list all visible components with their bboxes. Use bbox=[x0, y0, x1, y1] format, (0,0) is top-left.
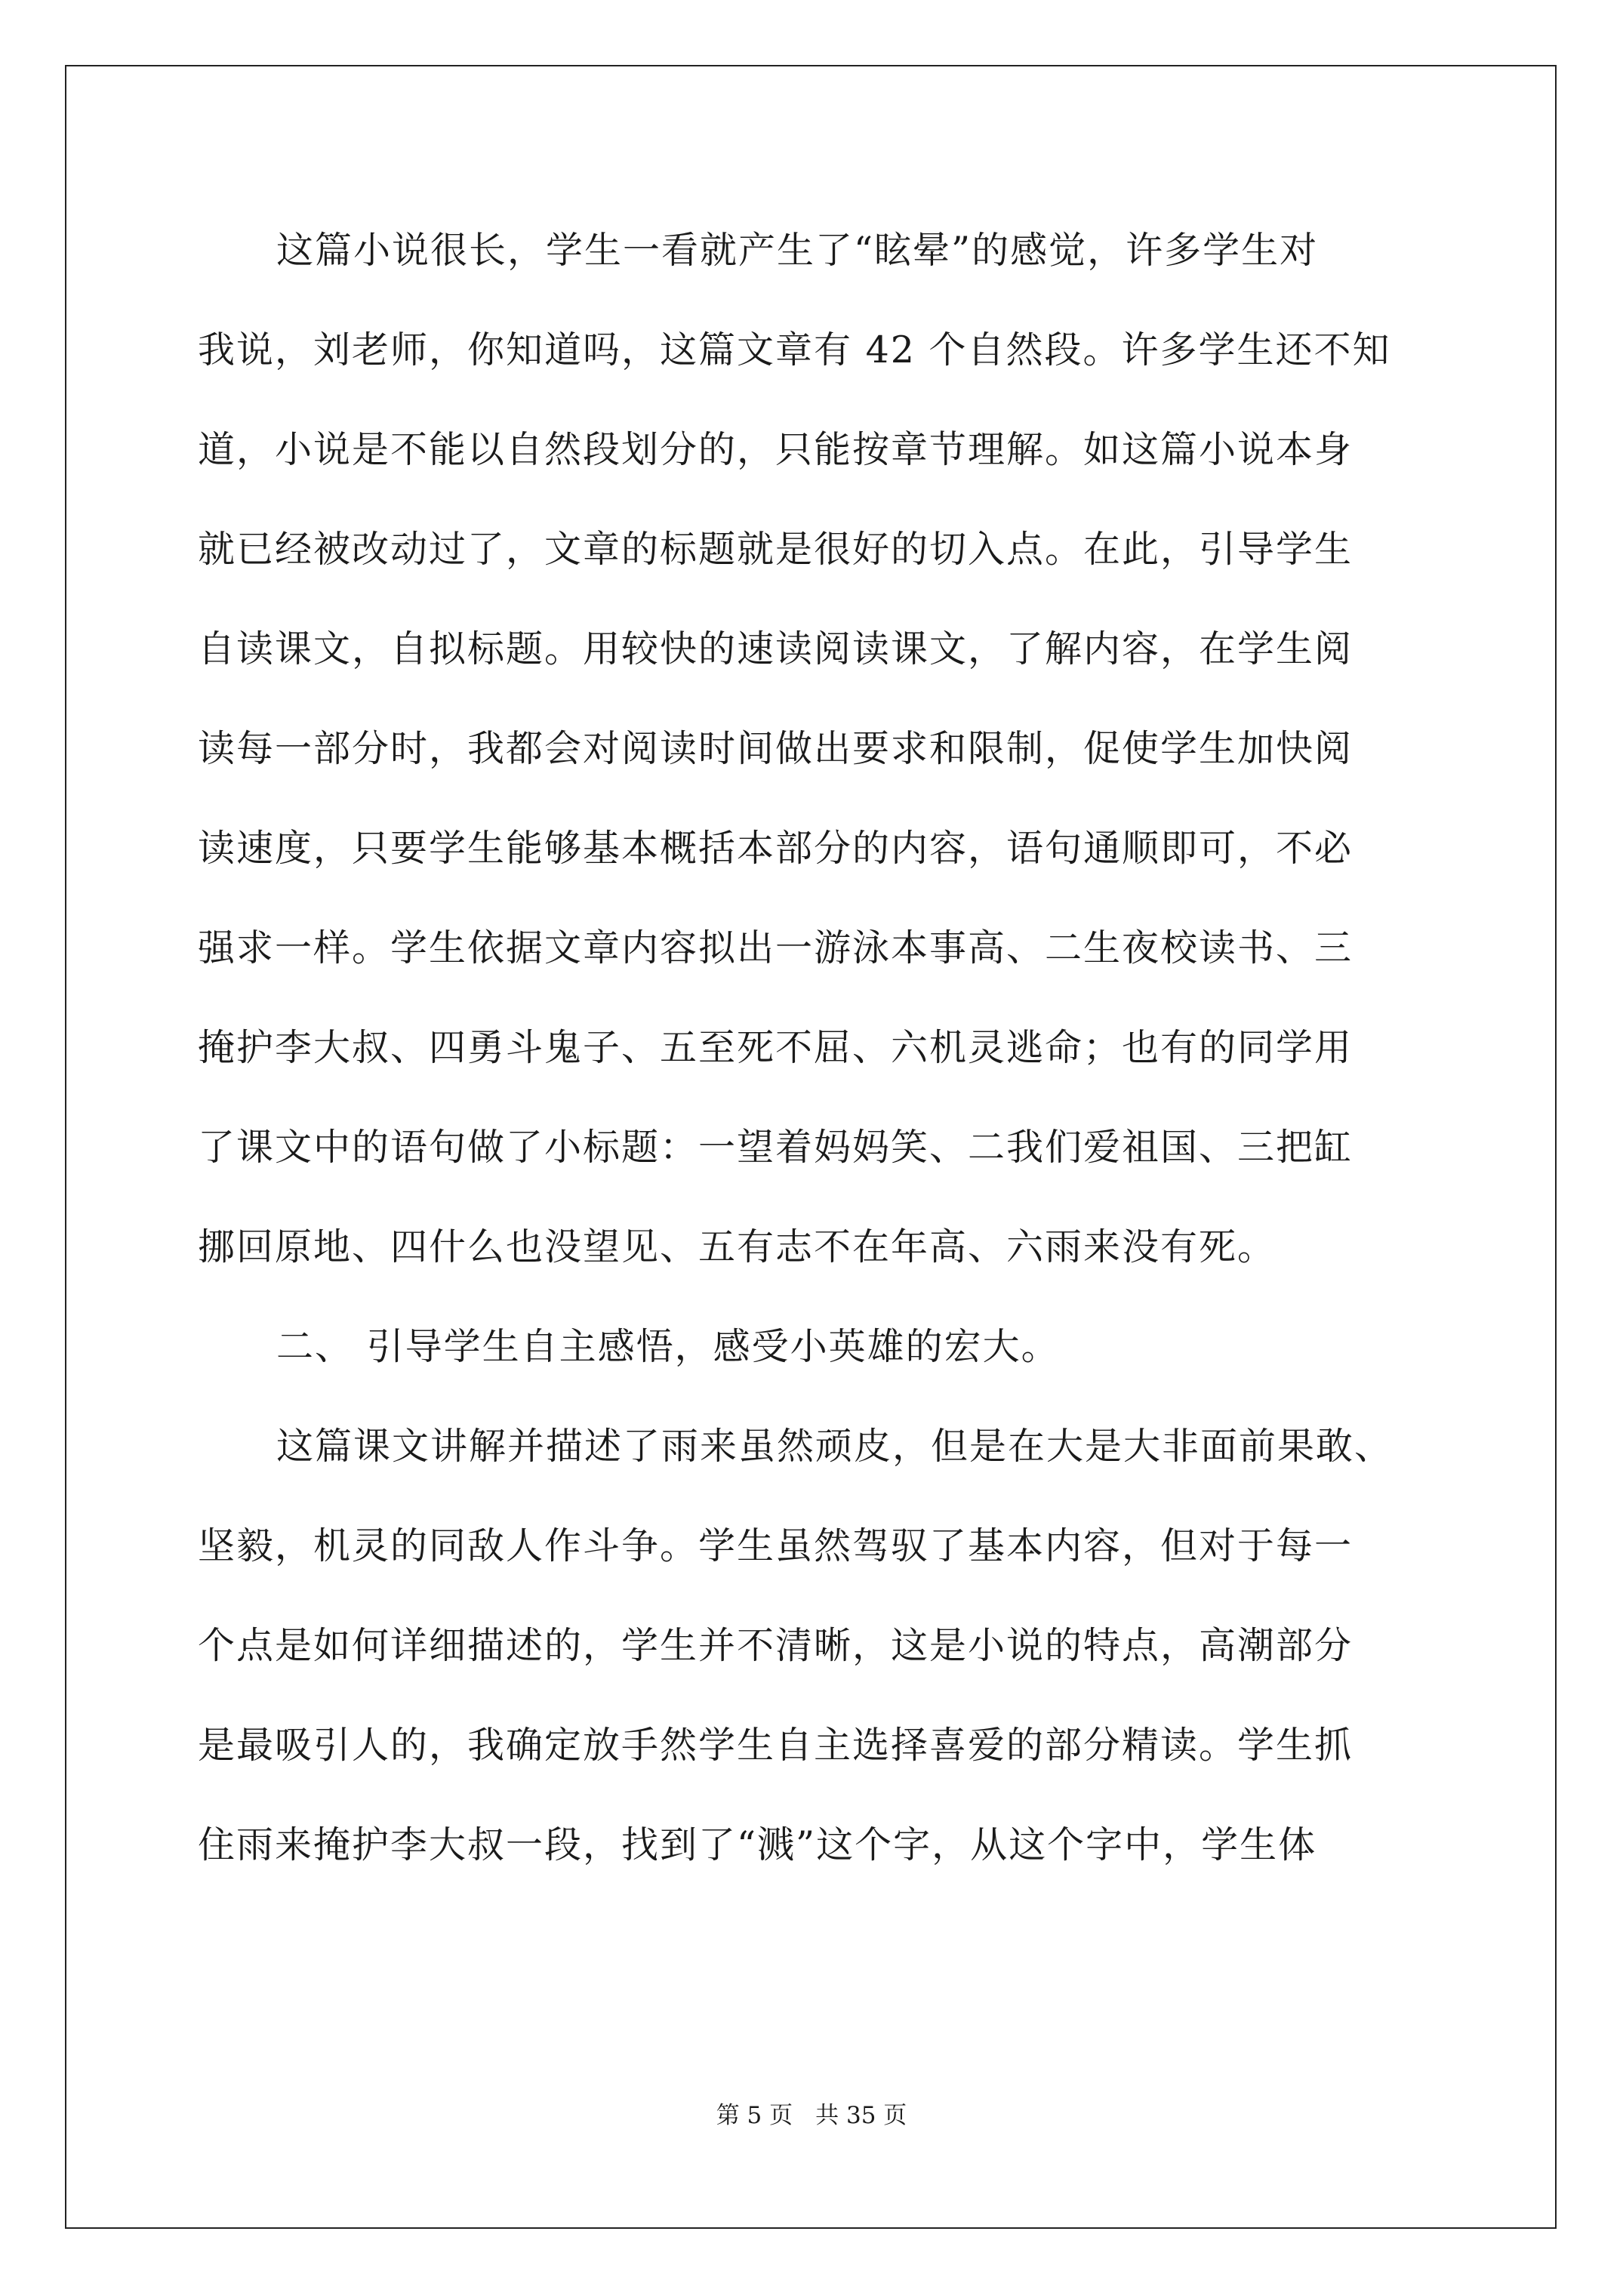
text-line: 挪回原地、四什么也没望见、五有志不在年高、六雨来没有死。 bbox=[198, 1225, 1277, 1268]
text-line: 掩护李大叔、四勇斗鬼子、五至死不屈、六机灵逃命；也有的同学用 bbox=[198, 1026, 1354, 1069]
text-line: 坚毅，机灵的同敌人作斗争。学生虽然驾驭了基本内容，但对于每一 bbox=[198, 1524, 1354, 1567]
text-line: 强求一样。学生依据文章内容拟出一游泳本事高、二生夜校读书、三 bbox=[198, 926, 1354, 969]
text-line: 道，小说是不能以自然段划分的，只能按章节理解。如这篇小说本身 bbox=[198, 428, 1354, 471]
text-line: 个点是如何详细描述的，学生并不清晰，这是小说的特点，高潮部分 bbox=[198, 1624, 1354, 1667]
page-total: 共 35 页 bbox=[815, 2102, 907, 2129]
text-line: 我说，刘老师，你知道吗，这篇文章有 42 个自然段。许多学生还不知 bbox=[198, 328, 1391, 371]
text-line: 是最吸引人的，我确定放手然学生自主选择喜爱的部分精读。学生抓 bbox=[198, 1724, 1354, 1767]
text-line: 这篇小说很长，学生一看就产生了“眩晕”的感觉，许多学生对 bbox=[276, 229, 1319, 272]
text-line: 住雨来掩护李大叔一段，找到了“溅”这个字，从这个字中，学生体 bbox=[198, 1823, 1317, 1866]
text-line: 自读课文，自拟标题。用较快的速读阅读课文，了解内容，在学生阅 bbox=[198, 627, 1354, 670]
text-line: 二、 引导学生自主感悟，感受小英雄的宏大。 bbox=[276, 1325, 1060, 1368]
text-line: 读每一部分时，我都会对阅读时间做出要求和限制，促使学生加快阅 bbox=[198, 727, 1354, 770]
text-line: 就已经被改动过了，文章的标题就是很好的切入点。在此，引导学生 bbox=[198, 528, 1354, 571]
page-number: 第 5 页 bbox=[716, 2102, 793, 2129]
text-line: 读速度，只要学生能够基本概括本部分的内容，语句通顺即可，不必 bbox=[198, 827, 1354, 870]
document-body bbox=[198, 201, 1451, 1895]
page-footer bbox=[0, 2100, 1623, 2131]
text-line: 了课文中的语句做了小标题：一望着妈妈笑、二我们爱祖国、三把缸 bbox=[198, 1126, 1354, 1169]
text-line: 这篇课文讲解并描述了雨来虽然顽皮，但是在大是大非面前果敢、 bbox=[276, 1425, 1394, 1468]
